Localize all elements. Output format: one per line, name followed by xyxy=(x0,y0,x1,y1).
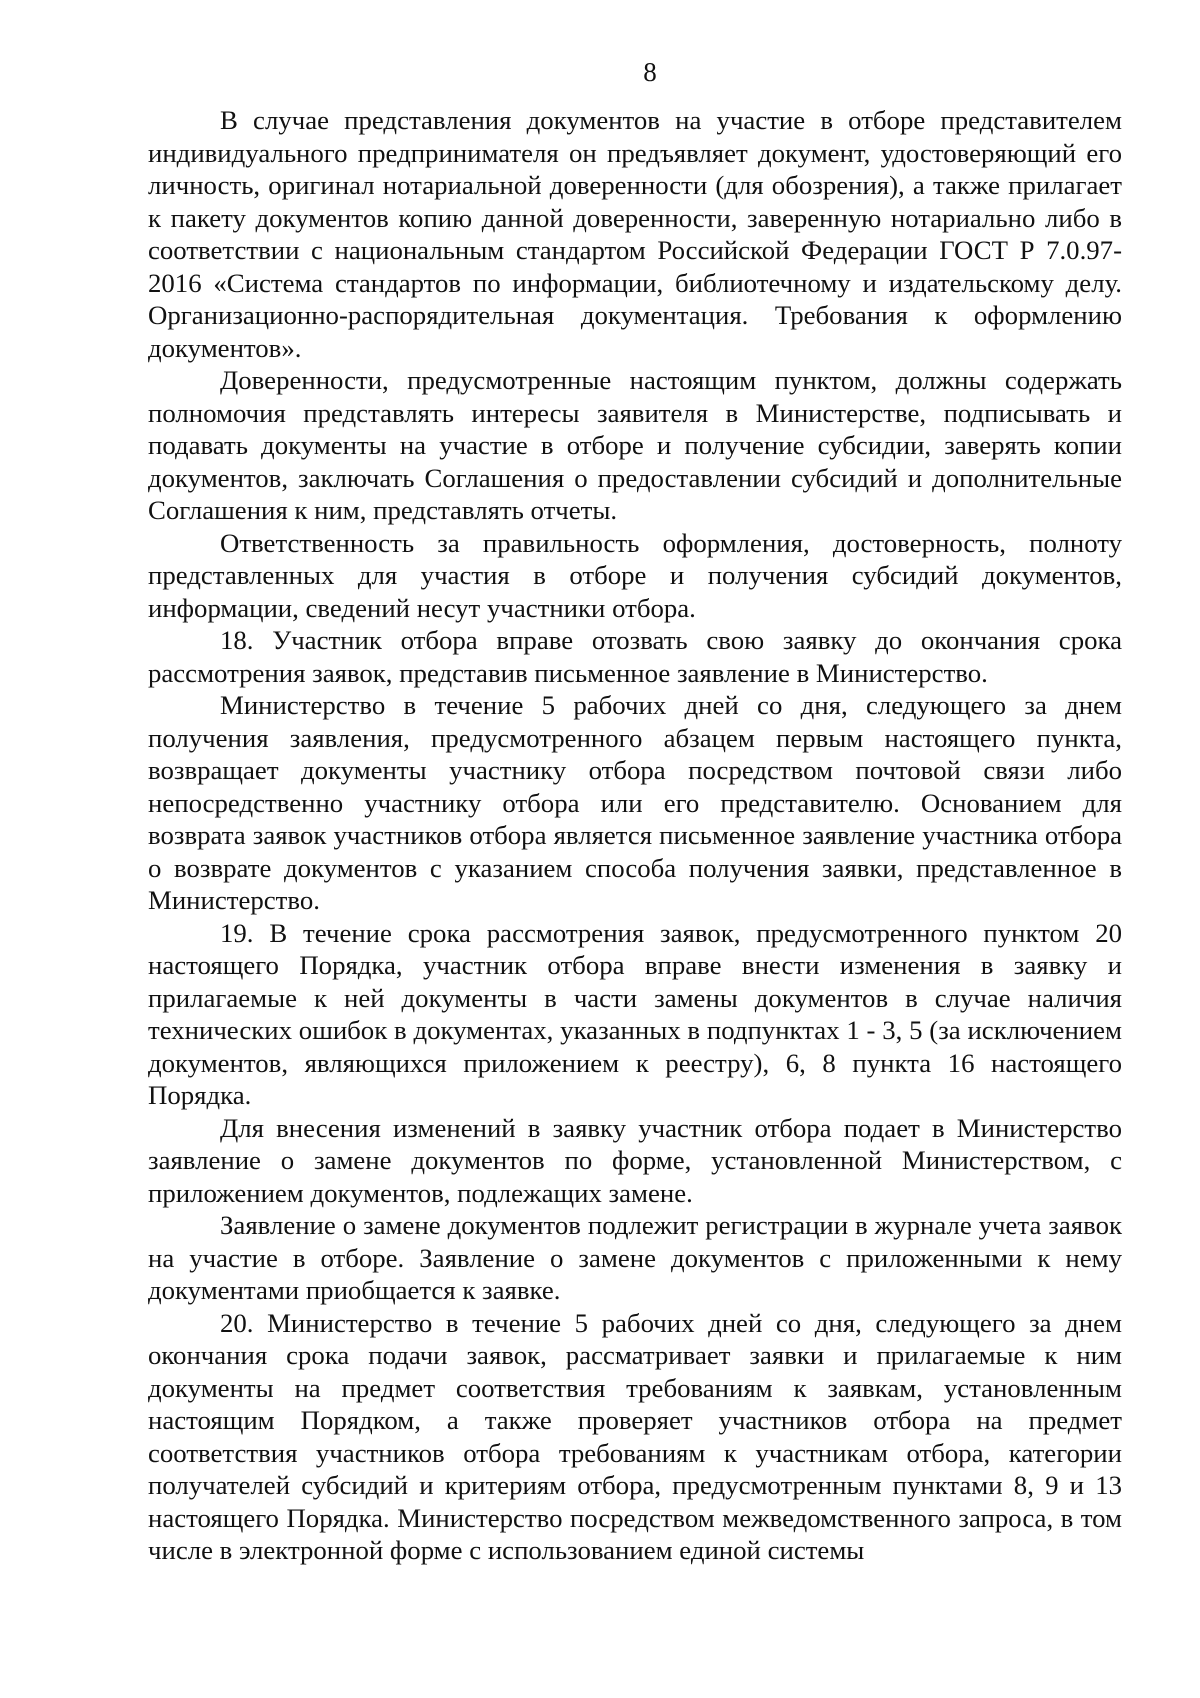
paragraph-item-18: 18. Участник отбора вправе отозвать свою заявку до окончания срока рассмотрения заявок, представив письменное заявление в Министерство. xyxy=(148,625,1122,688)
paragraph-power-of-attorney: Доверенности, предусмотренные настоящим пунктом, должны содержать полномочия представлять интересы заявителя в Министерстве, подписывать и подавать документы на участие в отборе и получение субсидии, заверять копии документов, заключать Соглашения о предоставлении субсидий и дополнительные Соглашения к ним, представлять отчеты. xyxy=(148,365,1122,525)
paragraph-representative-documents: В случае представления документов на участие в отборе представителем индивидуального предпринимателя он предъявляет документ, удостоверяющий его личность, оригинал нотариальной доверенности (для обозрения), а также прилагает к пакету документов копию данной доверенности, заверенную нотариально либо в соответствии с национальным стандартом Российской Федерации ГОСТ Р 7.0.97-2016 «Система стандартов по информации, библиотечному и издательскому делу. Организационно-распорядительная документация. Требования к оформлению документов». xyxy=(148,105,1122,363)
paragraph-item-19: 19. В течение срока рассмотрения заявок, предусмотренного пунктом 20 настоящего Порядка, участник отбора вправе внести изменения в заявку и прилагаемые к ней документы в части замены документов в случае наличия технических ошибок в документах, указанных в подпунктах 1 - 3, 5 (за исключением документов, являющихся приложением к реестру), 6, 8 пункта 16 настоящего Порядка. xyxy=(148,917,1122,1110)
paragraph-document-return: Министерство в течение 5 рабочих дней со дня, следующего за днем получения заявления, предусмотренного абзацем первым настоящего пункта, возвращает документы участнику отбора посредством почтовой связи либо непосредственно участнику отбора или его представителю. Основанием для возврата заявок участников отбора является письменное заявление участника отбора о возврате документов с указанием способа получения заявки, представленное в Министерство. xyxy=(148,690,1122,915)
page-number: 8 xyxy=(643,57,657,87)
paragraph-responsibility: Ответственность за правильность оформления, достоверность, полноту представленных для участия в отборе и получения субсидий документов, информации, сведений несут участники отбора. xyxy=(148,527,1122,623)
document-body xyxy=(148,104,1122,1567)
paragraph-item-20: 20. Министерство в течение 5 рабочих дней со дня, следующего за днем окончания срока подачи заявок, рассматривает заявки и прилагаемые к ним документы на предмет соответствия требованиям к заявкам, установленным настоящим Порядком, а также проверяет участников отбора на предмет соответствия участников отбора требованиям к участникам отбора, категории получателей субсидий и критериям отбора, предусмотренным пунктами 8, 9 и 13 настоящего Порядка. Министерство посредством межведомственного запроса, в том числе в электронной форме с использованием единой системы xyxy=(148,1307,1122,1565)
paragraph-registration: Заявление о замене документов подлежит регистрации в журнале учета заявок на участие в отборе. Заявление о замене документов с приложенными к нему документами приобщается к заявке. xyxy=(148,1210,1122,1305)
paragraph-change-application: Для внесения изменений в заявку участник отбора подает в Министерство заявление о замене документов по форме, установленной Министерством, с приложением документов, подлежащих замене. xyxy=(148,1112,1122,1208)
